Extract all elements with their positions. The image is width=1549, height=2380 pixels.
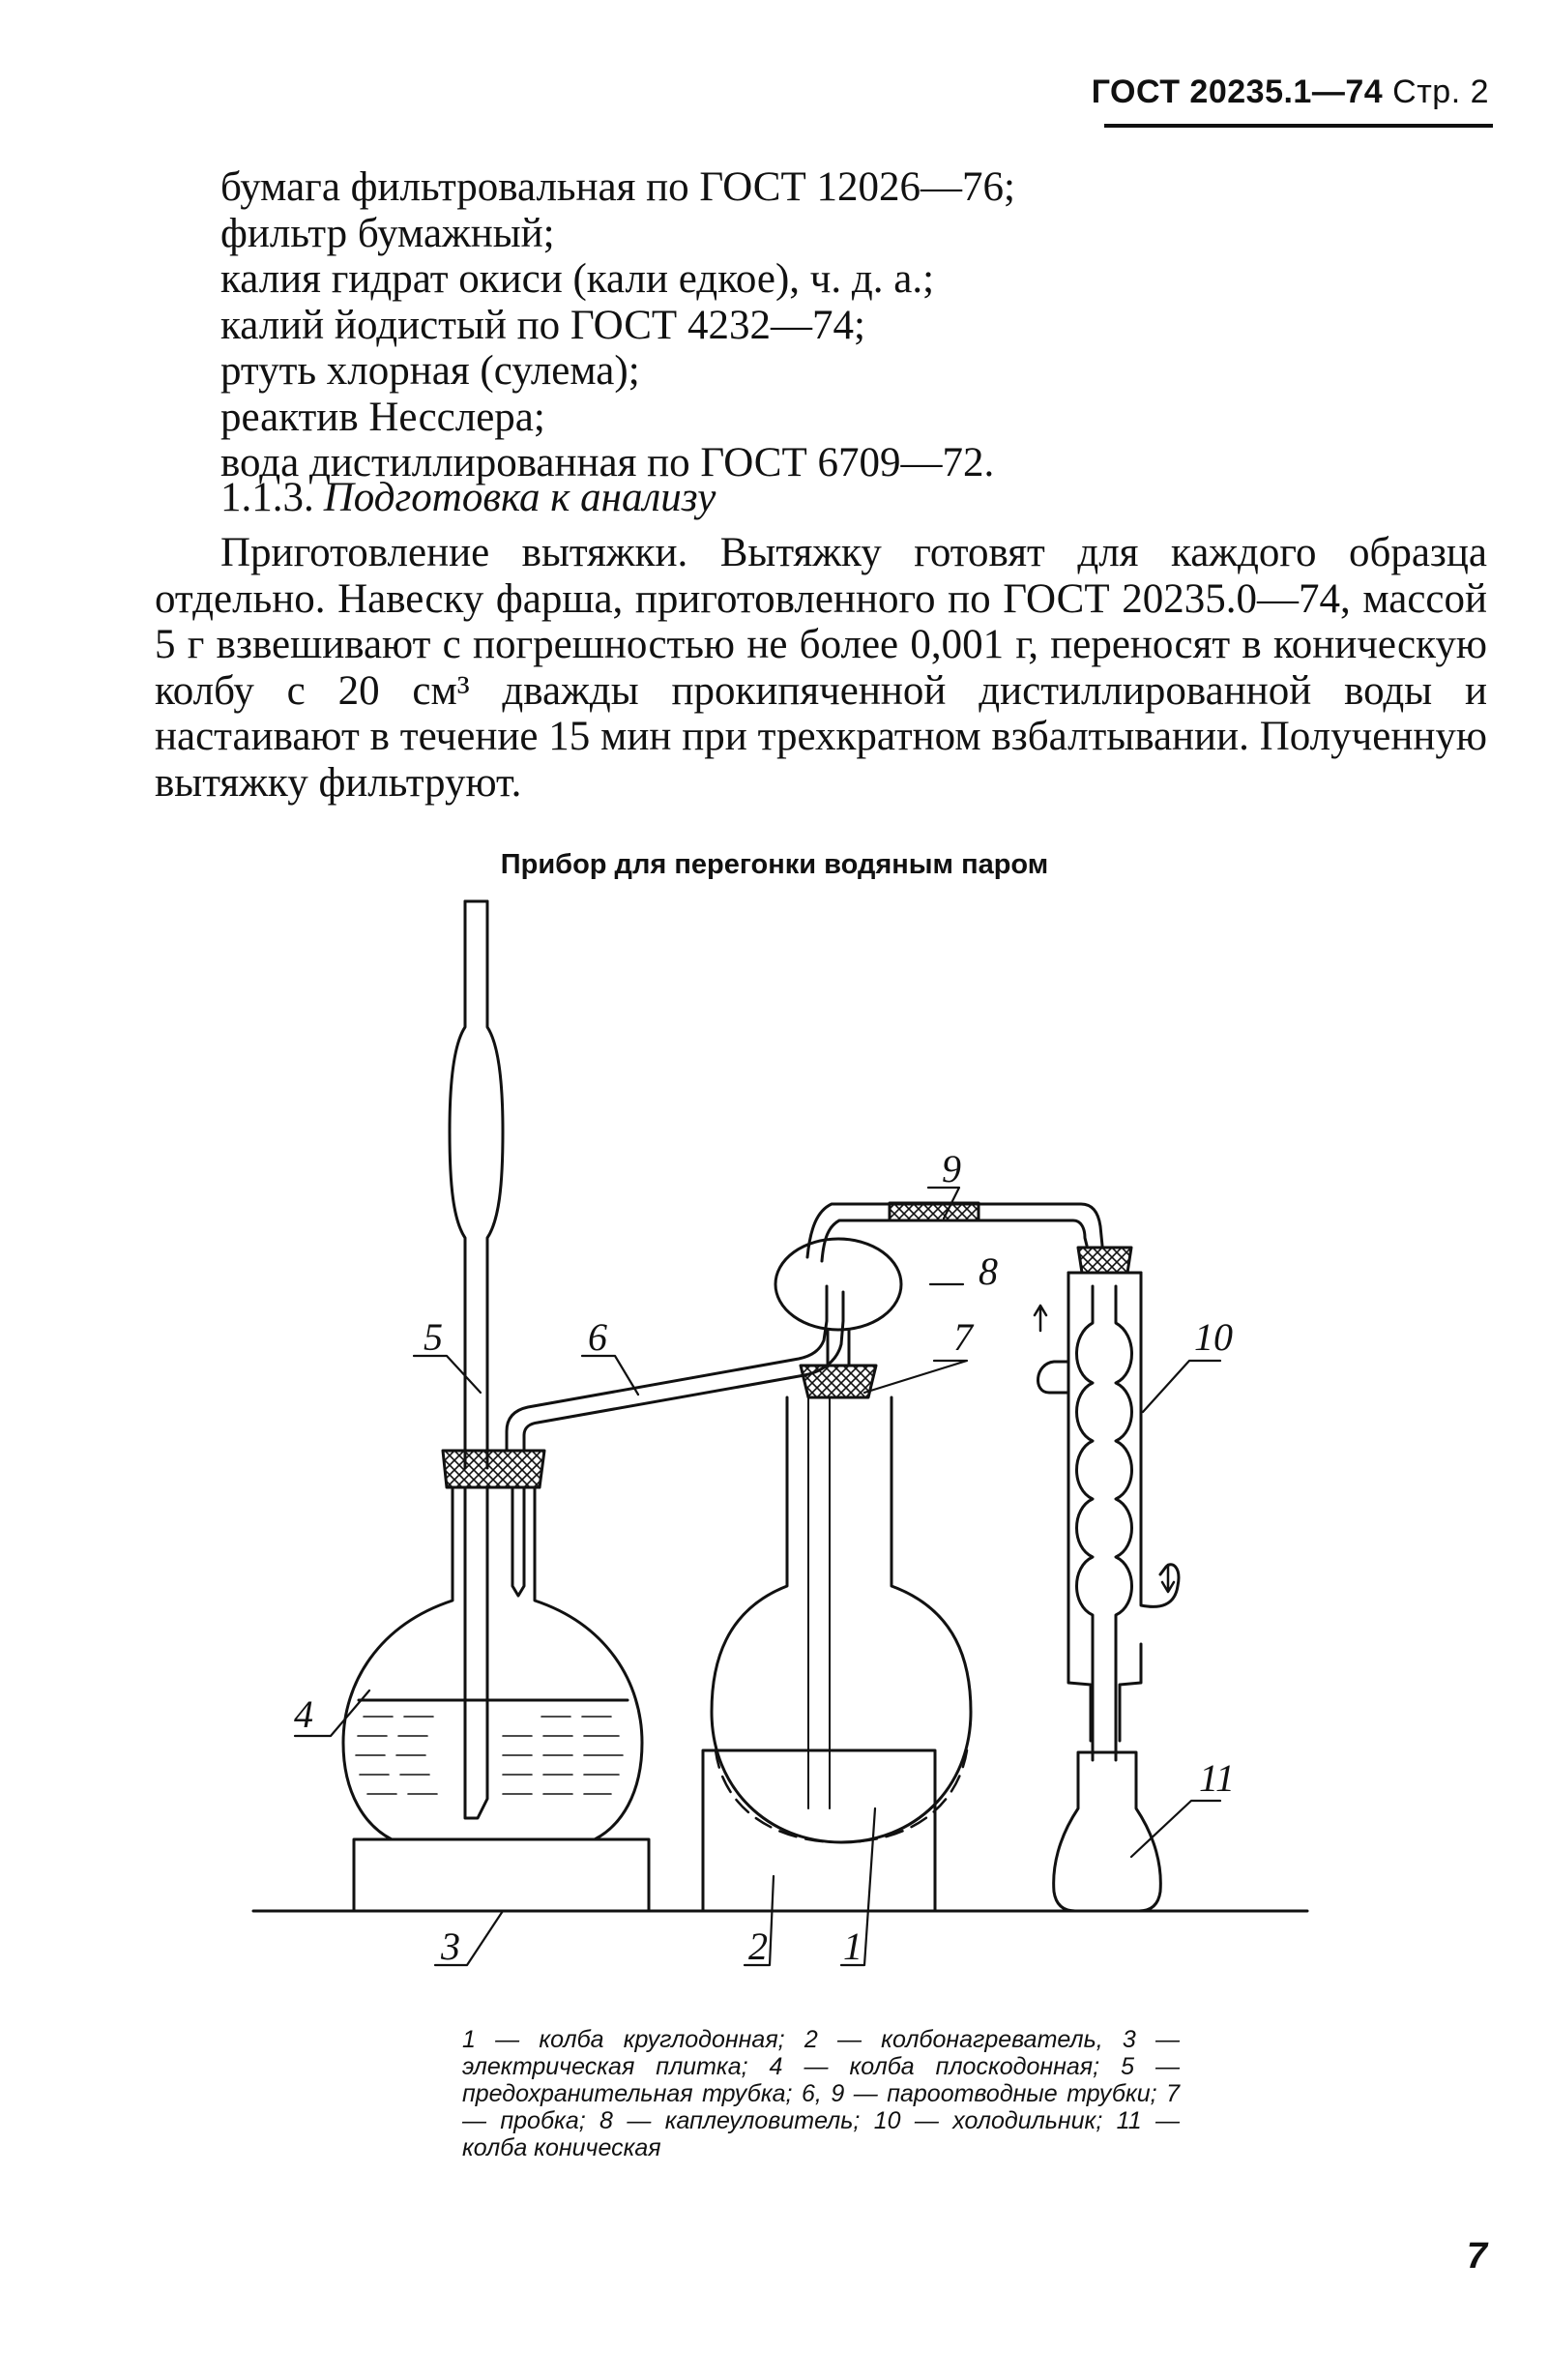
callout-10: 10 [1194, 1315, 1233, 1359]
header-page-label: Стр. 2 [1392, 73, 1489, 110]
callout-1: 1 [843, 1925, 862, 1968]
material-item: реактив Несслера; [220, 394, 545, 440]
subsection-number: 1.1.3. [220, 475, 314, 520]
callout-2: 2 [748, 1925, 768, 1968]
conical-flask [1054, 1752, 1161, 1911]
callout-4: 4 [294, 1692, 313, 1736]
flat-bottom-flask [343, 1487, 642, 1839]
material-item: калий йодистый по ГОСТ 4232—74; [220, 302, 865, 348]
material-item: ртуть хлорная (сулема); [220, 348, 640, 394]
material-item: бумага фильтровальная по ГОСТ 12026—76; [220, 164, 1015, 210]
material-item: вода дистиллированная по ГОСТ 6709—72. [220, 440, 995, 485]
page-number: 7 [1466, 2236, 1487, 2277]
figure-caption: 1 — колба круглодонная; 2 — колбонагреватель, 3 — электрическая плитка; 4 — колба плоскодонная; 5 — предохранительная трубка; 6, 9 — пароотводные трубки; 7 — пробка; 8 — каплеуловитель; 10 — холодильник; 11 — колба коническая [462, 2026, 1180, 2161]
electric-plate [354, 1839, 649, 1911]
flask-stopper [443, 1451, 544, 1487]
leader-lines [295, 1188, 1220, 1965]
subsection-title: Подготовка к анализу [323, 475, 716, 520]
callout-3: 3 [441, 1925, 460, 1968]
header-doc-id: ГОСТ 20235.1—74 [1091, 73, 1384, 110]
figure-title: Прибор для перегонки водяным паром [500, 849, 1049, 880]
material-item: калия гидрат окиси (кали едкое), ч. д. а.; [220, 256, 935, 302]
safety-tube [450, 901, 503, 1818]
callout-6: 6 [588, 1315, 607, 1359]
callout-5: 5 [424, 1315, 443, 1359]
body-paragraph: Приготовление вытяжки. Вытяжку готовят для каждого образца отдельно. Навеску фарша, приготовленного по ГОСТ 20235.0—74, массой 5 г взвешивают с погрешностью не более 0,001 г, переносят в коническую колбу с 20 см³ дважды прокипяченной дистиллированной воды и настаивают в течение 15 мин при трехкратном взбалтывании. Полученную вытяжку фильтруют. [155, 530, 1487, 806]
steam-tube-6 [507, 1286, 827, 1451]
callout-11: 11 [1199, 1756, 1236, 1800]
callout-7: 7 [953, 1315, 973, 1359]
material-item: фильтр бумажный; [220, 210, 555, 256]
condenser [1035, 1273, 1179, 1760]
flask-heater [703, 1750, 967, 1911]
tube-9-joint [890, 1203, 979, 1220]
round-bottom-flask [712, 1397, 971, 1842]
drop-catcher [775, 1239, 901, 1330]
condenser-stopper [1078, 1248, 1131, 1273]
callout-9: 9 [942, 1147, 961, 1190]
callout-8: 8 [979, 1249, 998, 1293]
